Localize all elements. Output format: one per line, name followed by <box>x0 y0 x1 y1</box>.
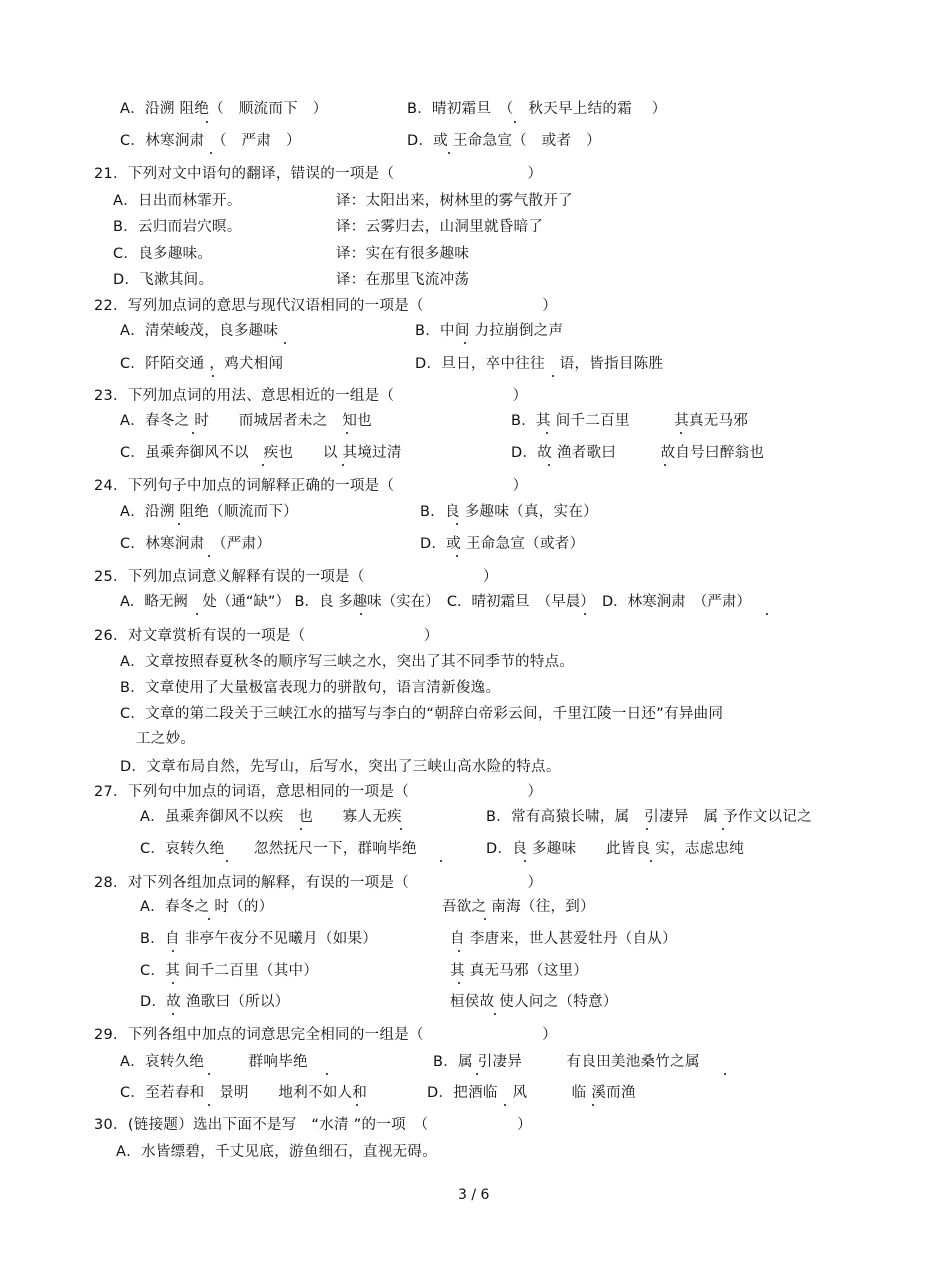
q28-option-d-left: D．故 渔歌曰（所以） <box>140 994 290 1010</box>
emphasis-dot <box>208 918 210 920</box>
q28-option-c-left: C．其 间千二百里（其中） <box>140 963 319 979</box>
q23-option-a: A．春冬之 时 而城居者未之 知也 <box>120 413 372 429</box>
emphasis-dot <box>206 121 208 123</box>
q21-option-c: C．良多趣味。 <box>113 246 213 262</box>
emphasis-dot <box>722 828 724 830</box>
q23-stem: 23．下列加点词的用法、意思相近的一组是（ ） <box>94 388 528 404</box>
emphasis-dot <box>440 860 442 862</box>
emphasis-dot <box>458 950 460 952</box>
emphasis-dot <box>300 828 302 830</box>
q29-option-d: D．把酒临 风 临 溪而渔 <box>427 1085 636 1101</box>
q28-stem: 28．对下列各组加点词的解释，有误的一项是（ ） <box>94 875 543 891</box>
emphasis-dot <box>514 121 516 123</box>
emphasis-dot <box>400 828 402 830</box>
q26-stem: 26．对文章赏析有误的一项是（ ） <box>94 628 439 644</box>
q22-option-c: C．阡陌交通 ，鸡犬相闻 <box>120 356 284 372</box>
emphasis-dot <box>192 432 194 434</box>
emphasis-dot <box>724 1073 726 1075</box>
emphasis-dot <box>172 982 174 984</box>
q28-option-b-left: B．自 非亭午夜分不见曦月（如果） <box>140 931 378 947</box>
q21-option-a-translation: 译：太阳出来，树林里的雾气散开了 <box>336 193 573 209</box>
q22-option-a: A．清荣峻茂，良多趣味 <box>120 323 279 339</box>
emphasis-dot <box>172 950 174 952</box>
emphasis-dot <box>448 152 450 154</box>
q28-option-a-right: 吾欲之 南海（往，到） <box>442 899 595 915</box>
emphasis-dot <box>504 1104 506 1106</box>
q22-option-d: D．旦日，卒中往往 语，皆指目陈胜 <box>415 356 664 372</box>
q23-option-c: C．虽乘奔御风不以 疾也 以 其境过清 <box>120 445 402 461</box>
emphasis-dot <box>326 1073 328 1075</box>
emphasis-dot <box>456 555 458 557</box>
q29-option-a: A．哀转久绝 群响毕绝 <box>120 1054 308 1070</box>
q25-options: A．略无阙 处（通“缺”） B．良 多趣味（实在） C．晴初霜旦 （早晨） D．林寒涧肃 （严肃） <box>120 594 751 610</box>
emphasis-dot <box>208 1073 210 1075</box>
q27-option-d: D．良 多趣味 此皆良 实，志虑忠纯 <box>486 841 745 857</box>
emphasis-dot <box>458 982 460 984</box>
q24-option-d: D．或 王命急宣（或者） <box>420 536 585 552</box>
q27-option-a: A．虽乘奔御风不以疾 也 寡人无疾 <box>140 809 402 825</box>
emphasis-dot <box>650 860 652 862</box>
q28-option-d-right: 桓侯故 使人问之（特意） <box>450 994 618 1010</box>
q21-option-c-translation: 译：实在有很多趣味 <box>336 246 470 262</box>
emphasis-dot <box>196 613 198 615</box>
q29-option-c: C．至若春和 景明 地利不如人和 <box>120 1085 368 1101</box>
q22-stem: 22．写列加点词的意思与现代汉语相同的一项是（ ） <box>94 298 558 314</box>
q28-option-a-left: A．春冬之 时（的） <box>140 899 274 915</box>
emphasis-dot <box>464 342 466 344</box>
q26-option-c-line2: 工之妙。 <box>136 731 196 747</box>
emphasis-dot <box>226 860 228 862</box>
q21-option-b: B．云归而岩穴暝。 <box>113 219 242 235</box>
emphasis-dot <box>210 152 212 154</box>
emphasis-dot <box>592 1104 594 1106</box>
emphasis-dot <box>342 464 344 466</box>
emphasis-dot <box>208 1104 210 1106</box>
q22-option-b: B．中间 力拉崩倒之声 <box>415 323 564 339</box>
q21-stem: 21．下列对文中语句的翻译，错误的一项是（ ） <box>94 166 543 182</box>
q25-stem: 25．下列加点词意义解释有误的一项是（ ） <box>94 569 498 585</box>
emphasis-dot <box>646 828 648 830</box>
q23-option-d: D．故 渔者歌曰 故自号曰醉翁也 <box>511 445 765 461</box>
q20-option-b: B．晴初霜旦 （ 秋天早上结的霜 ） <box>407 101 667 117</box>
emphasis-dot <box>172 1013 174 1015</box>
emphasis-dot <box>664 464 666 466</box>
q21-option-d: D．飞漱其间。 <box>113 272 214 288</box>
q24-option-b: B．良 多趣味（真，实在） <box>420 504 598 520</box>
emphasis-dot <box>524 860 526 862</box>
q27-option-c: C．哀转久绝 忽然抚尺一下，群响毕绝 <box>140 841 417 857</box>
emphasis-dot <box>680 432 682 434</box>
q21-option-a: A．日出而林霏开。 <box>113 193 242 209</box>
q24-option-a: A．沿溯 阻绝（顺流而下） <box>120 504 298 520</box>
page-number: 3 / 6 <box>458 1187 490 1203</box>
emphasis-dot <box>766 613 768 615</box>
q21-option-b-translation: 译：云雾归去，山洞里就昏暗了 <box>336 219 544 235</box>
q20-option-a: A．沿溯 阻绝（ 顺流而下 ） <box>120 101 328 117</box>
emphasis-dot <box>494 1013 496 1015</box>
emphasis-dot <box>584 613 586 615</box>
q27-option-b: B．常有高猿长啸，属 引凄异 属 予作文以记之 <box>486 809 812 825</box>
emphasis-dot <box>178 523 180 525</box>
emphasis-dot <box>346 432 348 434</box>
emphasis-dot <box>360 613 362 615</box>
q21-option-d-translation: 译：在那里飞流冲荡 <box>336 272 470 288</box>
emphasis-dot <box>356 1104 358 1106</box>
q29-stem: 29．下列各组中加点的词意思完全相同的一组是（ ） <box>94 1027 558 1043</box>
q30-stem: 30．(链接题）选出下面不是写 “水清 ”的一项 （ ） <box>94 1117 532 1133</box>
q26-option-d: D．文章布局自然，先写山，后写水，突出了三峡山高水险的特点。 <box>120 759 561 775</box>
q28-option-c-right: 其 真无马邪（这里） <box>450 963 589 979</box>
q30-option-a: A．水皆缥碧，千丈见底，游鱼细石，直视无碍。 <box>116 1144 438 1160</box>
emphasis-dot <box>484 918 486 920</box>
emphasis-dot <box>552 375 554 377</box>
emphasis-dot <box>548 464 550 466</box>
emphasis-dot <box>476 1073 478 1075</box>
q26-option-c-line1: C．文章的第二段关于三峡江水的描写与李白的“朝辞白帝彩云间，千里江陵一日还”有异曲同 <box>120 706 724 722</box>
emphasis-dot <box>208 555 210 557</box>
emphasis-dot <box>212 375 214 377</box>
q26-option-a: A．文章按照春夏秋冬的顺序写三峡之水，突出了其不同季节的特点。 <box>120 654 575 670</box>
q27-stem: 27．下列句中加点的词语，意思相同的一项是（ ） <box>94 784 543 800</box>
emphasis-dot <box>262 464 264 466</box>
q28-option-b-right: 自 李唐来，世人甚爱牡丹（自从） <box>450 931 677 947</box>
q20-option-d: D．或 王命急宣（ 或者 ） <box>407 133 601 149</box>
q23-option-b: B．其 间千二百里 其真无马邪 <box>511 413 749 429</box>
q24-stem: 24．下列句子中加点的词解释正确的一项是（ ） <box>94 478 528 494</box>
emphasis-dot <box>546 432 548 434</box>
q26-option-b: B．文章使用了大量极富表现力的骈散句，语言清新俊逸。 <box>120 680 501 696</box>
q29-option-b: B．属 引凄异 有良田美池桑竹之属 <box>433 1054 700 1070</box>
emphasis-dot <box>456 523 458 525</box>
q24-option-c: C．林寒涧肃 （严肃） <box>120 536 272 552</box>
emphasis-dot <box>284 342 286 344</box>
q20-option-c: C．林寒涧肃 （ 严肃 ） <box>120 133 301 149</box>
